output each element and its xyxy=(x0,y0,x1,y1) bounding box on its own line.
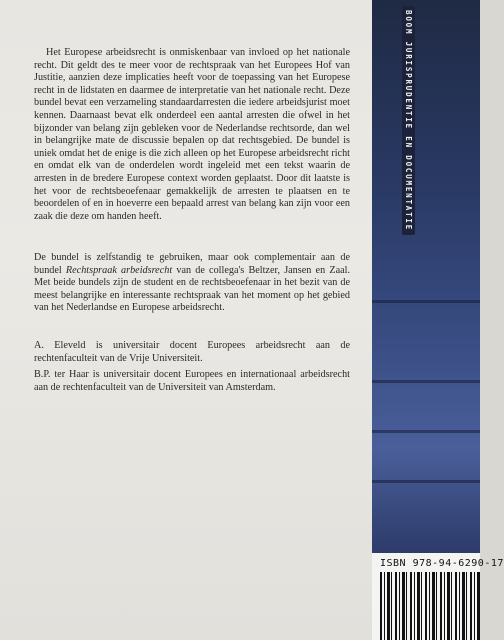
spine-stripe xyxy=(372,300,480,303)
spine-stripe xyxy=(372,480,480,483)
complement-paragraph xyxy=(34,252,350,315)
complement-text-end: van de collega's Beltzer, Jansen en Zaal. Met beide bundels zijn de student en de rechtsbeoefenaar in het bezit van de meest belangrijke en interessante rechtspraak van het moment op het gebied van het Nederlandse en Europese arbeidsrecht. xyxy=(34,264,350,314)
author-bio-text: A. Eleveld is universitair docent Europees arbeidsrecht aan de rechtenfaculteit van de Vrije Universiteit. xyxy=(34,340,350,364)
author-bio-eleveld xyxy=(34,340,350,365)
description-paragraph xyxy=(34,47,350,223)
cover-spine-band xyxy=(372,0,480,640)
isbn-label: ISBN 978-94-6290-17 xyxy=(380,558,504,569)
complement-text-start: De bundel is zelfstandig te gebruiken, maar ook complementair aan de bundel xyxy=(34,252,350,276)
related-book-title: Rechtspraak arbeidsrecht xyxy=(65,264,173,276)
publisher-name: BOOM JURISPRUDENTIE EN DOCUMENTATIE xyxy=(402,6,415,235)
spine-stripe xyxy=(372,380,480,383)
description-text: Het Europese arbeidsrecht is onmiskenbaar van invloed op het nationale recht. Dit geldt des te meer voor de rechtspraak van het Europees Hof van Justitie, aanzien deze implicaties heeft voor de toepassing van het Europese recht in de lidstaten en daarmee de interpretatie van het nationale recht. Deze bundel bevat een verzameling standaardarresten die iedere arbeidsjurist moet kennen. Daarnaast bevat elk onderdeel een aantal arresten die ofwel in het bijzonder van belang zijn gebleken voor de Nederlandse rechtsorde, dan wel in belangrijke mate de discussie bepalen op dat rechtsgebied. De bundel is uniek omdat het de enige is die zich alleen op het Europese arbeidsrecht richt en omdat elk van de onderdelen wordt ingeleid met een tekst waarin de arresten in de bredere Europese context worden geplaatst. Door dit laatste is het voor de rechtsbeoefenaar gemakkelijk de arresten te plaatsen en te beoordelen of en in hoeverre een bepaald arrest van belang kan zijn voor een zaak die deze om handen heeft. xyxy=(34,47,350,222)
author-bio-ter-haar xyxy=(34,369,350,394)
author-bio-text: B.P. ter Haar is universitair docent Europees en internationaal arbeidsrecht aan de rechtenfaculteit van de Universiteit van Amsterdam. xyxy=(34,369,350,393)
complement-text xyxy=(34,252,350,315)
barcode-icon xyxy=(380,572,480,640)
spine-stripe xyxy=(372,430,480,433)
